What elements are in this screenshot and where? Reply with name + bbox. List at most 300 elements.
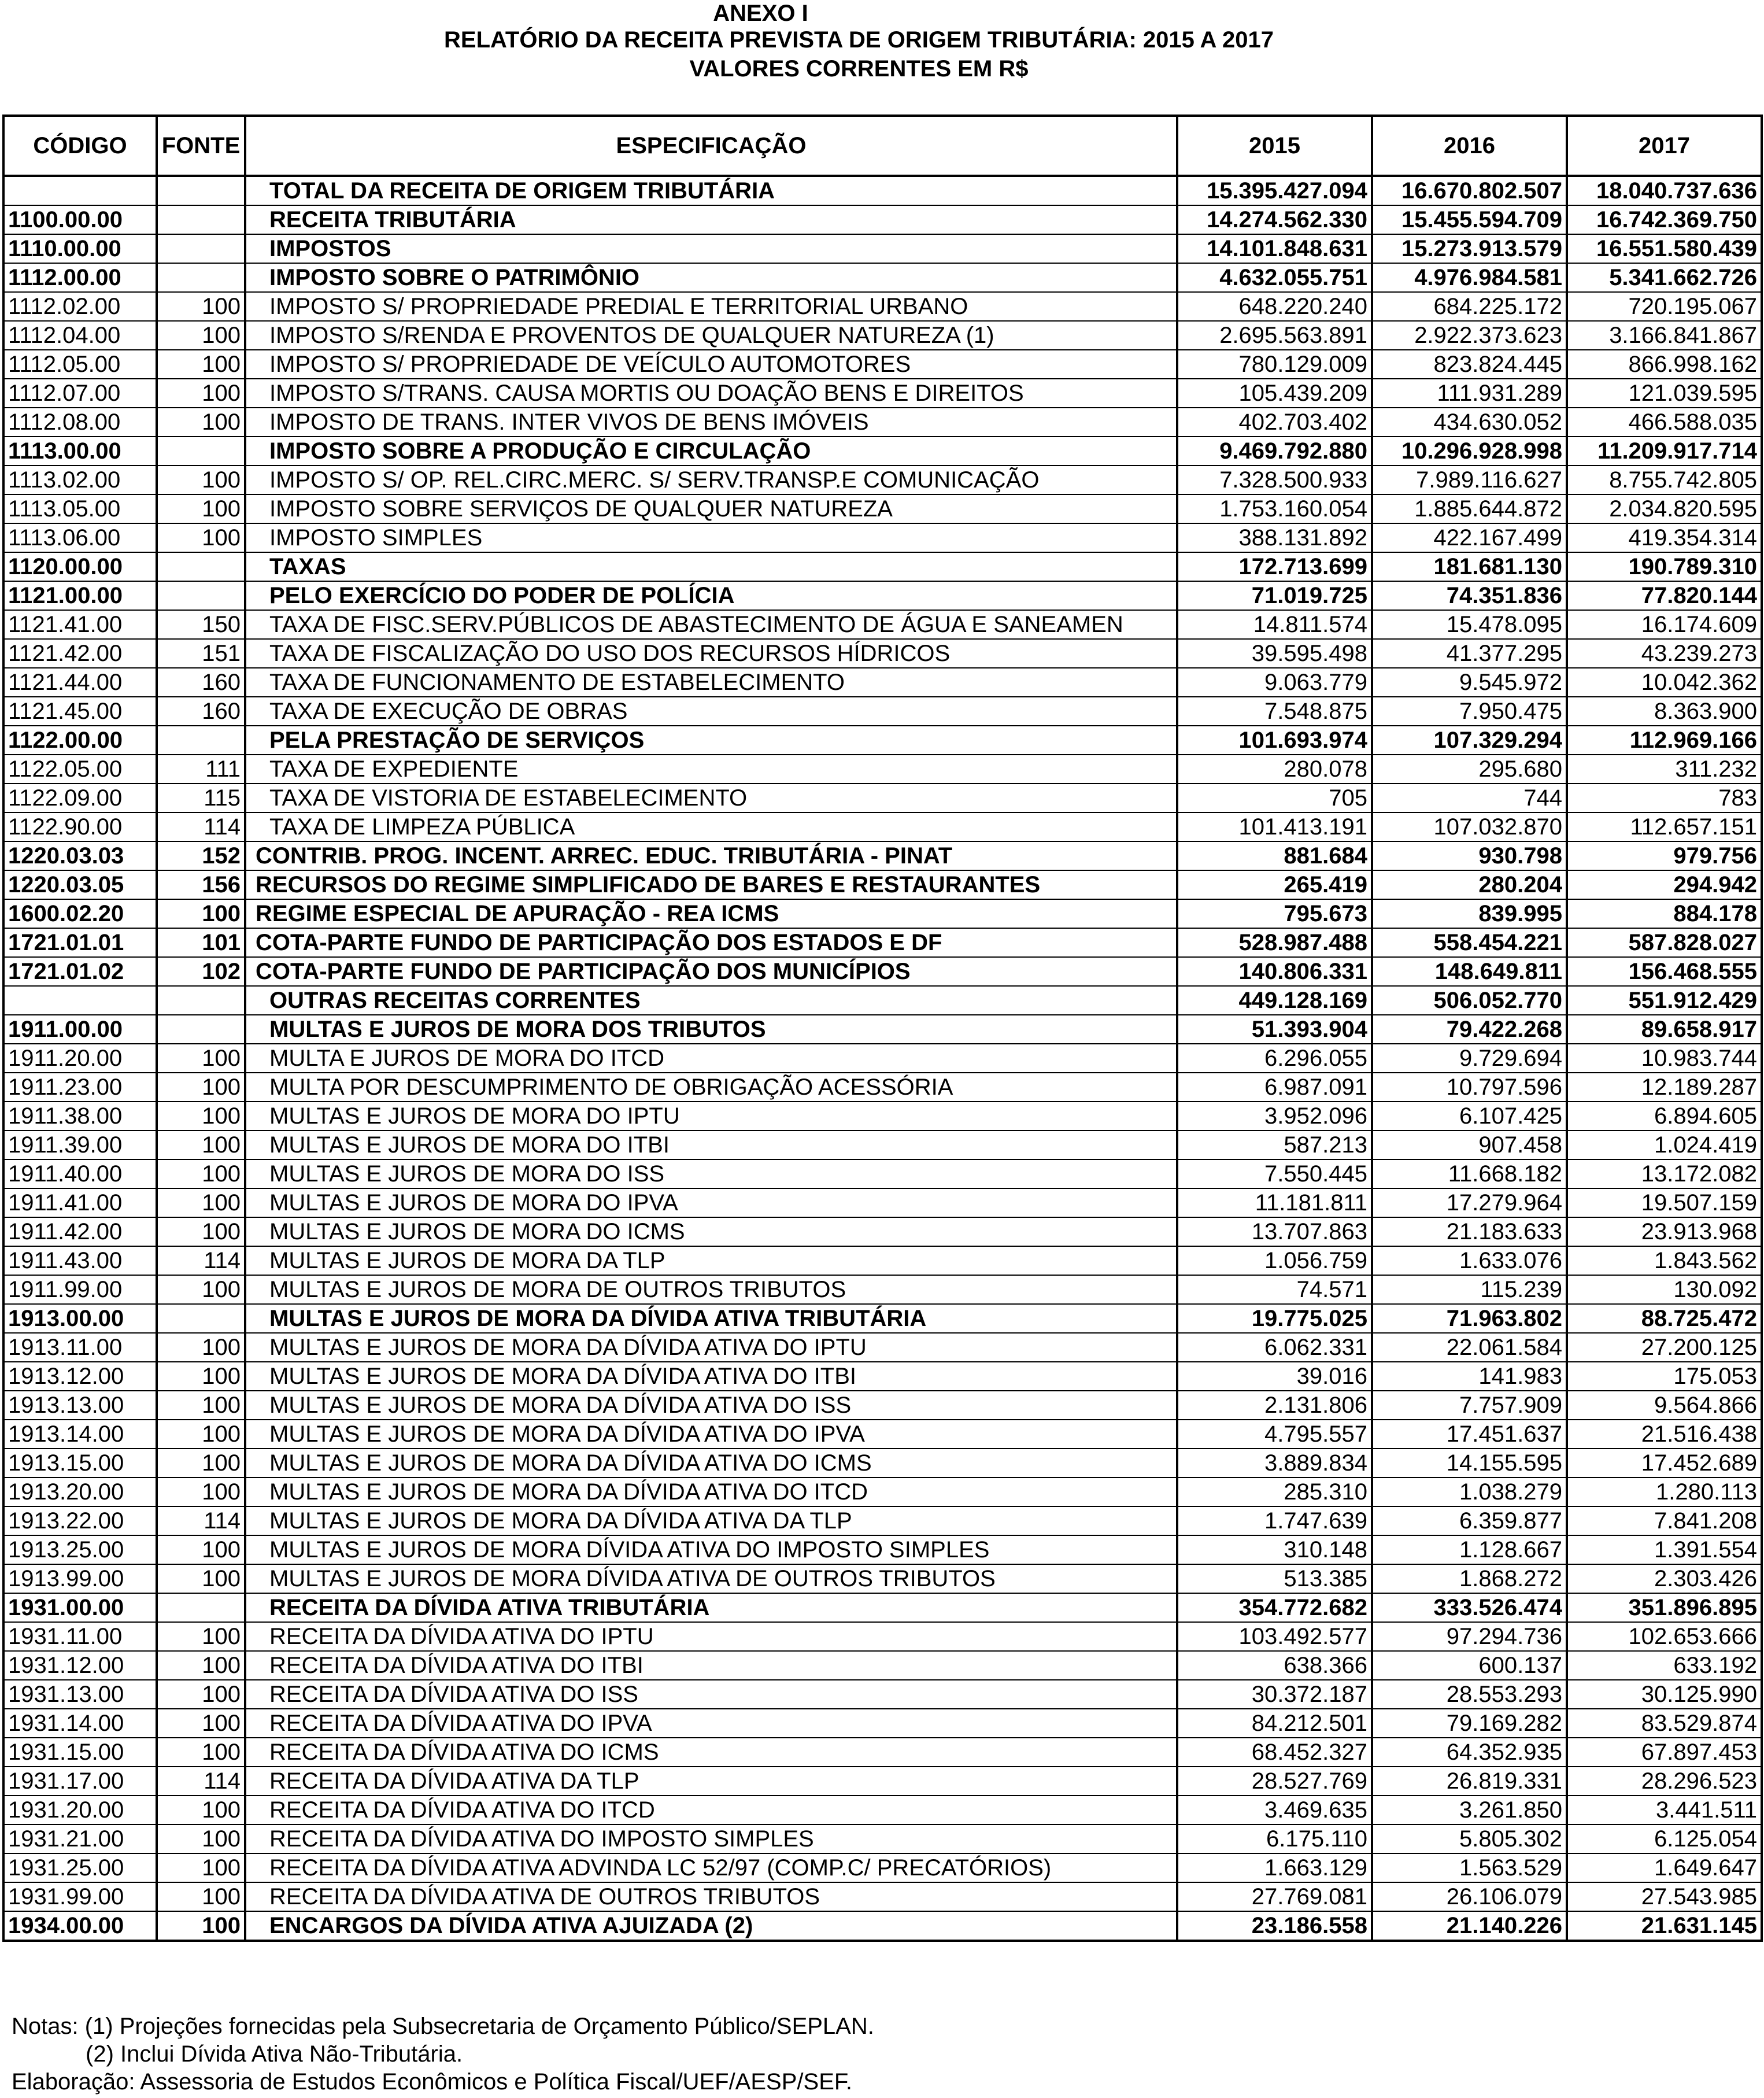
row-value-2017: 6.125.054: [1567, 1824, 1762, 1853]
row-source: [157, 726, 245, 755]
row-specification: MULTAS E JUROS DE MORA DO ITBI: [245, 1131, 1177, 1159]
row-value-2017: 77.820.144: [1567, 581, 1762, 610]
row-value-2016: 97.294.736: [1372, 1622, 1567, 1651]
table-row: [3, 1593, 1762, 1622]
table-row: [3, 1796, 1762, 1824]
row-value-2016: 684.225.172: [1372, 292, 1567, 321]
row-value-2017: 19.507.159: [1567, 1188, 1762, 1217]
table-row: [3, 1073, 1762, 1102]
row-specification: IMPOSTOS: [245, 234, 1177, 263]
row-value-2016: 422.167.499: [1372, 523, 1567, 552]
row-value-2015: 6.296.055: [1177, 1044, 1372, 1073]
row-code: 1931.13.00: [3, 1680, 157, 1709]
row-value-2017: 10.983.744: [1567, 1044, 1762, 1073]
row-specification: TAXA DE FISC.SERV.PÚBLICOS DE ABASTECIMENTO DE ÁGUA E SANEAMEN: [245, 610, 1177, 639]
row-value-2017: 17.452.689: [1567, 1449, 1762, 1478]
row-value-2015: 1.663.129: [1177, 1853, 1372, 1882]
row-value-2017: 21.631.145: [1567, 1911, 1762, 1941]
row-value-2016: 17.451.637: [1372, 1420, 1567, 1449]
row-value-2015: 9.063.779: [1177, 668, 1372, 697]
table-row: [3, 552, 1762, 581]
row-value-2017: 551.912.429: [1567, 986, 1762, 1015]
row-source: 100: [157, 1564, 245, 1593]
row-value-2016: 15.478.095: [1372, 610, 1567, 639]
row-specification: TAXA DE FISCALIZAÇÃO DO USO DOS RECURSOS HÍDRICOS: [245, 639, 1177, 668]
row-value-2015: 3.952.096: [1177, 1102, 1372, 1131]
table-body: [3, 176, 1762, 1941]
row-source: 100: [157, 1680, 245, 1709]
row-code: 1934.00.00: [3, 1911, 157, 1941]
table-row: [3, 1478, 1762, 1506]
row-value-2015: 648.220.240: [1177, 292, 1372, 321]
row-value-2016: 17.279.964: [1372, 1188, 1567, 1217]
row-code: 1931.00.00: [3, 1593, 157, 1622]
row-value-2017: 587.828.027: [1567, 928, 1762, 957]
row-value-2016: 28.553.293: [1372, 1680, 1567, 1709]
row-source: 100: [157, 1622, 245, 1651]
row-code: 1113.02.00: [3, 466, 157, 494]
row-value-2016: 15.455.594.709: [1372, 205, 1567, 234]
row-specification: MULTAS E JUROS DE MORA DE OUTROS TRIBUTOS: [245, 1275, 1177, 1304]
row-value-2015: 780.129.009: [1177, 350, 1372, 379]
row-value-2016: 11.668.182: [1372, 1159, 1567, 1188]
row-value-2015: 4.632.055.751: [1177, 263, 1372, 292]
row-source: [157, 1593, 245, 1622]
row-value-2017: 30.125.990: [1567, 1680, 1762, 1709]
row-source: 100: [157, 1709, 245, 1738]
row-specification: IMPOSTO S/RENDA E PROVENTOS DE QUALQUER NATUREZA (1): [245, 321, 1177, 350]
table-row: [3, 292, 1762, 321]
table-header-row: [3, 116, 1762, 176]
row-value-2017: 112.969.166: [1567, 726, 1762, 755]
row-specification: MULTAS E JUROS DE MORA DA DÍVIDA ATIVA DO IPVA: [245, 1420, 1177, 1449]
row-value-2016: 558.454.221: [1372, 928, 1567, 957]
table-row: [3, 1506, 1762, 1535]
row-source: [157, 437, 245, 466]
row-code: 1931.17.00: [3, 1767, 157, 1796]
table-row: [3, 1420, 1762, 1449]
row-specification: MULTAS E JUROS DE MORA DA DÍVIDA ATIVA DA TLP: [245, 1506, 1177, 1535]
row-code: 1220.03.03: [3, 841, 157, 870]
table-row: [3, 1709, 1762, 1738]
row-source: 100: [157, 1333, 245, 1362]
row-value-2017: 466.588.035: [1567, 408, 1762, 437]
row-source: 100: [157, 1275, 245, 1304]
row-value-2016: 41.377.295: [1372, 639, 1567, 668]
row-code: 1913.14.00: [3, 1420, 157, 1449]
table-row: [3, 466, 1762, 494]
row-value-2015: 19.775.025: [1177, 1304, 1372, 1333]
row-source: 100: [157, 1131, 245, 1159]
row-value-2017: 16.551.580.439: [1567, 234, 1762, 263]
row-value-2016: 141.983: [1372, 1362, 1567, 1391]
table-row: [3, 494, 1762, 523]
row-value-2017: 311.232: [1567, 755, 1762, 784]
row-code: 1911.99.00: [3, 1275, 157, 1304]
row-value-2016: 1.038.279: [1372, 1478, 1567, 1506]
row-code: 1913.12.00: [3, 1362, 157, 1391]
row-value-2017: 16.174.609: [1567, 610, 1762, 639]
row-value-2015: 6.175.110: [1177, 1824, 1372, 1853]
row-value-2015: 7.548.875: [1177, 697, 1372, 726]
row-value-2015: 265.419: [1177, 870, 1372, 899]
row-value-2015: 71.019.725: [1177, 581, 1372, 610]
table-row: [3, 321, 1762, 350]
row-specification: RECEITA DA DÍVIDA ATIVA DA TLP: [245, 1767, 1177, 1796]
row-value-2016: 21.183.633: [1372, 1217, 1567, 1246]
row-value-2015: 402.703.402: [1177, 408, 1372, 437]
row-value-2017: 13.172.082: [1567, 1159, 1762, 1188]
row-value-2016: 7.757.909: [1372, 1391, 1567, 1420]
row-value-2015: 7.328.500.933: [1177, 466, 1372, 494]
row-value-2017: 121.039.595: [1567, 379, 1762, 408]
table-row: [3, 408, 1762, 437]
row-source: 100: [157, 1362, 245, 1391]
row-code: 1913.11.00: [3, 1333, 157, 1362]
table-row: [3, 1188, 1762, 1217]
row-code: 1913.99.00: [3, 1564, 157, 1593]
row-value-2017: 18.040.737.636: [1567, 176, 1762, 205]
table-row: [3, 957, 1762, 986]
table-row: [3, 523, 1762, 552]
row-source: 114: [157, 1767, 245, 1796]
table-row: [3, 1767, 1762, 1796]
row-value-2015: 1.056.759: [1177, 1246, 1372, 1275]
row-code: 1113.06.00: [3, 523, 157, 552]
row-value-2015: 528.987.488: [1177, 928, 1372, 957]
row-specification: RECEITA DA DÍVIDA ATIVA DO ITCD: [245, 1796, 1177, 1824]
row-value-2016: 1.868.272: [1372, 1564, 1567, 1593]
row-code: 1112.02.00: [3, 292, 157, 321]
col-header-2017: 2017: [1567, 116, 1762, 176]
row-value-2016: 10.797.596: [1372, 1073, 1567, 1102]
row-source: 100: [157, 1911, 245, 1941]
row-value-2015: 587.213: [1177, 1131, 1372, 1159]
row-value-2017: 5.341.662.726: [1567, 263, 1762, 292]
row-source: 150: [157, 610, 245, 639]
row-value-2016: 107.329.294: [1372, 726, 1567, 755]
table-row: [3, 726, 1762, 755]
row-code: 1911.39.00: [3, 1131, 157, 1159]
row-value-2017: 979.756: [1567, 841, 1762, 870]
table-row: [3, 668, 1762, 697]
row-value-2016: 333.526.474: [1372, 1593, 1567, 1622]
row-value-2016: 9.545.972: [1372, 668, 1567, 697]
row-specification: MULTAS E JUROS DE MORA DÍVIDA ATIVA DO IMPOSTO SIMPLES: [245, 1535, 1177, 1564]
row-source: [157, 205, 245, 234]
row-value-2015: 795.673: [1177, 899, 1372, 928]
row-specification: PELO EXERCÍCIO DO PODER DE POLÍCIA: [245, 581, 1177, 610]
row-source: 100: [157, 1535, 245, 1564]
row-source: 100: [157, 523, 245, 552]
row-source: [157, 1304, 245, 1333]
row-specification: MULTAS E JUROS DE MORA DO IPTU: [245, 1102, 1177, 1131]
row-value-2015: 6.062.331: [1177, 1333, 1372, 1362]
row-value-2016: 4.976.984.581: [1372, 263, 1567, 292]
row-value-2017: 112.657.151: [1567, 812, 1762, 841]
row-specification: IMPOSTO SIMPLES: [245, 523, 1177, 552]
row-value-2017: 156.468.555: [1567, 957, 1762, 986]
row-value-2017: 23.913.968: [1567, 1217, 1762, 1246]
table-row: [3, 784, 1762, 812]
row-code: 1120.00.00: [3, 552, 157, 581]
row-value-2015: 280.078: [1177, 755, 1372, 784]
row-value-2015: 84.212.501: [1177, 1709, 1372, 1738]
row-value-2016: 823.824.445: [1372, 350, 1567, 379]
row-code: 1220.03.05: [3, 870, 157, 899]
row-value-2017: 2.303.426: [1567, 1564, 1762, 1593]
row-specification: TAXA DE FUNCIONAMENTO DE ESTABELECIMENTO: [245, 668, 1177, 697]
row-value-2016: 1.885.644.872: [1372, 494, 1567, 523]
row-value-2017: 3.441.511: [1567, 1796, 1762, 1824]
row-specification: ENCARGOS DA DÍVIDA ATIVA AJUIZADA (2): [245, 1911, 1177, 1941]
row-value-2017: 7.841.208: [1567, 1506, 1762, 1535]
row-source: 100: [157, 1044, 245, 1073]
table-row: [3, 1159, 1762, 1188]
row-value-2016: 15.273.913.579: [1372, 234, 1567, 263]
row-source: 100: [157, 1073, 245, 1102]
row-value-2015: 103.492.577: [1177, 1622, 1372, 1651]
note-2: (2) Inclui Dívida Ativa Não-Tributária.: [86, 2041, 463, 2067]
row-code: 1112.08.00: [3, 408, 157, 437]
row-code: 1911.40.00: [3, 1159, 157, 1188]
row-source: 100: [157, 1824, 245, 1853]
row-value-2015: 285.310: [1177, 1478, 1372, 1506]
row-value-2016: 506.052.770: [1372, 986, 1567, 1015]
row-value-2017: 419.354.314: [1567, 523, 1762, 552]
notes: [12, 2012, 874, 2096]
col-header-source: FONTE: [157, 116, 245, 176]
row-specification: MULTAS E JUROS DE MORA DO ICMS: [245, 1217, 1177, 1246]
row-value-2015: 513.385: [1177, 1564, 1372, 1593]
row-specification: RECURSOS DO REGIME SIMPLIFICADO DE BARES E RESTAURANTES: [245, 870, 1177, 899]
row-source: 111: [157, 755, 245, 784]
row-value-2015: 11.181.811: [1177, 1188, 1372, 1217]
row-source: [157, 176, 245, 205]
row-value-2017: 294.942: [1567, 870, 1762, 899]
table-row: [3, 639, 1762, 668]
row-code: 1122.00.00: [3, 726, 157, 755]
row-code: 1931.21.00: [3, 1824, 157, 1853]
table-row: [3, 1333, 1762, 1362]
row-value-2016: 1.128.667: [1372, 1535, 1567, 1564]
row-value-2017: 866.998.162: [1567, 350, 1762, 379]
row-code: 1931.99.00: [3, 1882, 157, 1911]
table-row: [3, 870, 1762, 899]
row-code: 1600.02.20: [3, 899, 157, 928]
row-specification: RECEITA DA DÍVIDA ATIVA DO IPVA: [245, 1709, 1177, 1738]
row-source: [157, 581, 245, 610]
row-value-2017: 1.391.554: [1567, 1535, 1762, 1564]
row-value-2017: 27.543.985: [1567, 1882, 1762, 1911]
row-code: [3, 176, 157, 205]
row-value-2015: 101.413.191: [1177, 812, 1372, 841]
row-value-2015: 1.747.639: [1177, 1506, 1372, 1535]
row-code: 1913.25.00: [3, 1535, 157, 1564]
row-source: 114: [157, 1506, 245, 1535]
row-code: 1931.25.00: [3, 1853, 157, 1882]
row-value-2016: 9.729.694: [1372, 1044, 1567, 1073]
row-value-2017: 783: [1567, 784, 1762, 812]
row-value-2015: 39.016: [1177, 1362, 1372, 1391]
row-code: 1721.01.02: [3, 957, 157, 986]
row-specification: IMPOSTO SOBRE A PRODUÇÃO E CIRCULAÇÃO: [245, 437, 1177, 466]
row-source: 100: [157, 1102, 245, 1131]
row-value-2015: 140.806.331: [1177, 957, 1372, 986]
row-specification: MULTAS E JUROS DE MORA DOS TRIBUTOS: [245, 1015, 1177, 1044]
row-value-2015: 310.148: [1177, 1535, 1372, 1564]
row-value-2015: 172.713.699: [1177, 552, 1372, 581]
row-value-2015: 68.452.327: [1177, 1738, 1372, 1767]
row-code: 1112.07.00: [3, 379, 157, 408]
row-source: 100: [157, 292, 245, 321]
row-code: 1911.00.00: [3, 1015, 157, 1044]
row-specification: IMPOSTO S/ PROPRIEDADE PREDIAL E TERRITORIAL URBANO: [245, 292, 1177, 321]
row-code: 1112.04.00: [3, 321, 157, 350]
row-value-2016: 744: [1372, 784, 1567, 812]
col-header-specification: ESPECIFICAÇÃO: [245, 116, 1177, 176]
table-row: [3, 1304, 1762, 1333]
row-value-2017: 130.092: [1567, 1275, 1762, 1304]
row-specification: MULTAS E JUROS DE MORA DA TLP: [245, 1246, 1177, 1275]
row-specification: MULTAS E JUROS DE MORA DÍVIDA ATIVA DE OUTROS TRIBUTOS: [245, 1564, 1177, 1593]
row-value-2016: 6.107.425: [1372, 1102, 1567, 1131]
table-row: [3, 1015, 1762, 1044]
row-value-2016: 181.681.130: [1372, 552, 1567, 581]
row-value-2016: 7.950.475: [1372, 697, 1567, 726]
row-value-2015: 105.439.209: [1177, 379, 1372, 408]
row-specification: IMPOSTO S/ PROPRIEDADE DE VEÍCULO AUTOMOTORES: [245, 350, 1177, 379]
row-specification: TAXA DE VISTORIA DE ESTABELECIMENTO: [245, 784, 1177, 812]
row-source: 100: [157, 1420, 245, 1449]
row-value-2017: 12.189.287: [1567, 1073, 1762, 1102]
table-row: [3, 1651, 1762, 1680]
row-specification: MULTAS E JUROS DE MORA DO ISS: [245, 1159, 1177, 1188]
row-code: 1913.00.00: [3, 1304, 157, 1333]
row-code: 1112.05.00: [3, 350, 157, 379]
row-source: 152: [157, 841, 245, 870]
row-value-2016: 5.805.302: [1372, 1824, 1567, 1853]
row-source: 100: [157, 1217, 245, 1246]
table-row: [3, 986, 1762, 1015]
row-value-2016: 26.819.331: [1372, 1767, 1567, 1796]
row-value-2017: 3.166.841.867: [1567, 321, 1762, 350]
row-code: 1911.38.00: [3, 1102, 157, 1131]
row-value-2015: 705: [1177, 784, 1372, 812]
row-value-2016: 1.633.076: [1372, 1246, 1567, 1275]
row-value-2015: 14.811.574: [1177, 610, 1372, 639]
row-specification: RECEITA TRIBUTÁRIA: [245, 205, 1177, 234]
row-value-2017: 720.195.067: [1567, 292, 1762, 321]
row-value-2016: 280.204: [1372, 870, 1567, 899]
row-source: 100: [157, 1188, 245, 1217]
table-row: [3, 1275, 1762, 1304]
row-value-2016: 79.169.282: [1372, 1709, 1567, 1738]
row-code: 1913.20.00: [3, 1478, 157, 1506]
row-code: 1911.43.00: [3, 1246, 157, 1275]
row-specification: MULTAS E JUROS DE MORA DA DÍVIDA ATIVA DO ISS: [245, 1391, 1177, 1420]
row-value-2016: 21.140.226: [1372, 1911, 1567, 1941]
row-source: 100: [157, 350, 245, 379]
row-source: 114: [157, 1246, 245, 1275]
table-row: [3, 263, 1762, 292]
row-source: 151: [157, 639, 245, 668]
row-code: 1113.05.00: [3, 494, 157, 523]
row-source: 100: [157, 408, 245, 437]
table-row: [3, 1622, 1762, 1651]
row-value-2015: 74.571: [1177, 1275, 1372, 1304]
row-specification: RECEITA DA DÍVIDA ATIVA DE OUTROS TRIBUTOS: [245, 1882, 1177, 1911]
table-row: [3, 841, 1762, 870]
row-source: 156: [157, 870, 245, 899]
row-value-2016: 2.922.373.623: [1372, 321, 1567, 350]
row-source: 100: [157, 1159, 245, 1188]
row-source: 100: [157, 1796, 245, 1824]
row-specification: OUTRAS RECEITAS CORRENTES: [245, 986, 1177, 1015]
row-specification: RECEITA DA DÍVIDA ATIVA DO IPTU: [245, 1622, 1177, 1651]
row-code: 1121.45.00: [3, 697, 157, 726]
row-code: 1911.41.00: [3, 1188, 157, 1217]
col-header-2015: 2015: [1177, 116, 1372, 176]
row-code: 1721.01.01: [3, 928, 157, 957]
row-value-2015: 13.707.863: [1177, 1217, 1372, 1246]
row-source: 160: [157, 697, 245, 726]
row-source: 102: [157, 957, 245, 986]
row-specification: RECEITA DA DÍVIDA ATIVA DO ISS: [245, 1680, 1177, 1709]
row-value-2015: 3.469.635: [1177, 1796, 1372, 1824]
table-row: [3, 755, 1762, 784]
table-row: [3, 1217, 1762, 1246]
row-specification: MULTAS E JUROS DE MORA DA DÍVIDA ATIVA DO IPTU: [245, 1333, 1177, 1362]
row-code: 1913.13.00: [3, 1391, 157, 1420]
row-value-2017: 67.897.453: [1567, 1738, 1762, 1767]
row-specification: IMPOSTO S/ OP. REL.CIRC.MERC. S/ SERV.TRANSP.E COMUNICAÇÃO: [245, 466, 1177, 494]
row-value-2016: 22.061.584: [1372, 1333, 1567, 1362]
row-specification: MULTA POR DESCUMPRIMENTO DE OBRIGAÇÃO ACESSÓRIA: [245, 1073, 1177, 1102]
report-subtitle: VALORES CORRENTES EM R$: [689, 56, 1029, 82]
table-row: [3, 812, 1762, 841]
row-source: 100: [157, 321, 245, 350]
row-value-2015: 881.684: [1177, 841, 1372, 870]
row-value-2017: 1.843.562: [1567, 1246, 1762, 1275]
row-specification: RECEITA DA DÍVIDA ATIVA DO ITBI: [245, 1651, 1177, 1680]
row-code: 1110.00.00: [3, 234, 157, 263]
row-value-2016: 64.352.935: [1372, 1738, 1567, 1767]
table-row: [3, 1738, 1762, 1767]
row-value-2015: 638.366: [1177, 1651, 1372, 1680]
row-value-2015: 4.795.557: [1177, 1420, 1372, 1449]
row-value-2017: 10.042.362: [1567, 668, 1762, 697]
row-code: 1121.42.00: [3, 639, 157, 668]
table-row: [3, 1102, 1762, 1131]
row-value-2015: 2.695.563.891: [1177, 321, 1372, 350]
row-specification: MULTAS E JUROS DE MORA DA DÍVIDA ATIVA TRIBUTÁRIA: [245, 1304, 1177, 1333]
row-value-2016: 111.931.289: [1372, 379, 1567, 408]
row-specification: RECEITA DA DÍVIDA ATIVA TRIBUTÁRIA: [245, 1593, 1177, 1622]
row-value-2016: 71.963.802: [1372, 1304, 1567, 1333]
row-code: [3, 986, 157, 1015]
row-source: 100: [157, 1478, 245, 1506]
row-value-2016: 26.106.079: [1372, 1882, 1567, 1911]
row-value-2016: 434.630.052: [1372, 408, 1567, 437]
row-value-2017: 1.649.647: [1567, 1853, 1762, 1882]
row-source: 100: [157, 1738, 245, 1767]
row-specification: MULTA E JUROS DE MORA DO ITCD: [245, 1044, 1177, 1073]
row-code: 1911.42.00: [3, 1217, 157, 1246]
row-value-2016: 3.261.850: [1372, 1796, 1567, 1824]
row-specification: IMPOSTO DE TRANS. INTER VIVOS DE BENS IMÓVEIS: [245, 408, 1177, 437]
row-specification: CONTRIB. PROG. INCENT. ARREC. EDUC. TRIBUTÁRIA - PINAT: [245, 841, 1177, 870]
